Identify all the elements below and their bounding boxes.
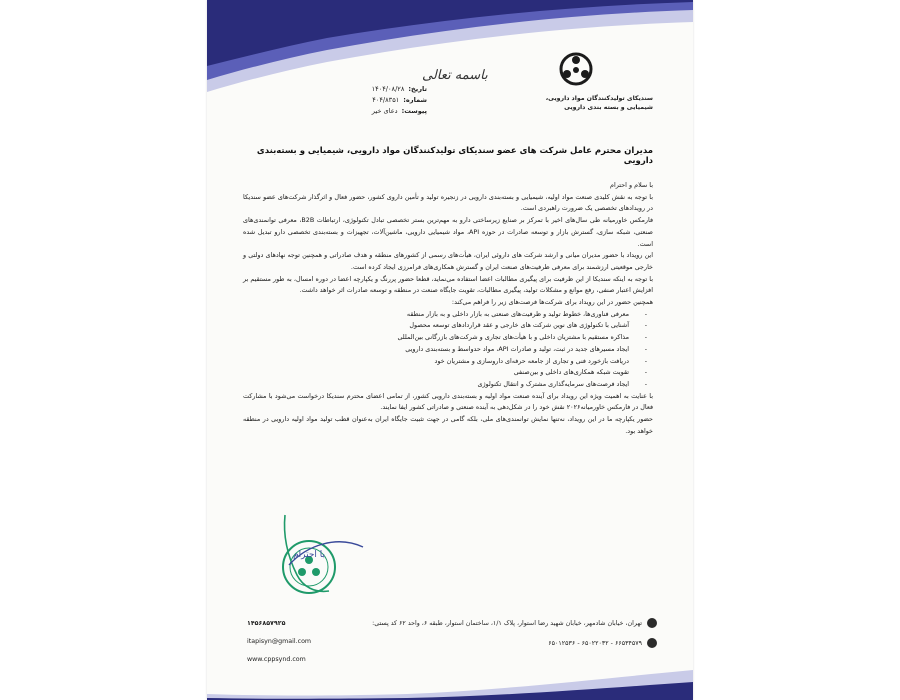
paragraph: این رویداد با حضور مدیران میانی و ارشد شرکت های داروئی ایران، هیأت‌های رسمی از کشورهای منطقه و هدف صادراتی و همچنین توجه نهادهای دولتی و خارجی موقعیتی ارزشمند برای معرفی ظرفیت‌های صنعت ایران و گسترش همکاری‌های فرامرزی ایجاد کرده است. — [243, 251, 653, 271]
website-link[interactable]: www.cppsynd.com — [247, 656, 306, 663]
closing-paragraph: حضور یکپارچه ما در این رویداد، نه‌تنها نمایش توانمندی‌های ملی، بلکه گامی در جهت تثبیت جایگاه ایران به‌عنوان قطب تولید مواد اولیه دارویی در منطقه خواهد بود. — [243, 415, 653, 435]
location-icon — [647, 618, 657, 628]
postal-code: ۱۴۵۶۸۵۷۹۲۵ — [247, 620, 286, 627]
footer-wave-band — [207, 630, 693, 700]
address-row — [372, 618, 657, 628]
attach-row — [297, 106, 427, 117]
list-item: - دریافت بازخورد فنی و تجاری از جامعه حرفه‌ای داروسازی و مشتریان خود — [243, 356, 629, 368]
paragraph: فارمکس خاورمیانه طی سال‌های اخیر با تمرکز بر صنایع زیرساختی دارو به مهم‌ترین بستر تخصصی تبادل تکنولوژی، ارتباطات B2B، معرفی توانمندی‌های صنعتی، شبکه سازی، گسترش بازار و توسعه صادرات در حوزه API، مواد شیمیایی دارویی، ماشین‌آلات، تجهیزات و بسته‌بندی تخصصی دارو تبدیل شده است. — [243, 216, 654, 248]
list-item: - معرفی فناوری‌ها، خطوط تولید و ظرفیت‌های صنعتی به بازار داخلی و به بازار منطقه — [243, 309, 629, 321]
email-link[interactable]: itapisyn@gmail.com — [247, 638, 312, 645]
org-name — [493, 94, 653, 112]
attach-label: پیوست: — [401, 107, 427, 115]
org-name-line2: شیمیایی و بسته بندی دارویی — [564, 104, 653, 111]
letter-page — [207, 0, 693, 700]
letter-body — [243, 180, 653, 437]
greeting: با سلام و احترام — [610, 181, 653, 189]
attach-value: دعای خیر — [371, 107, 398, 115]
paragraph: با توجه به اینکه سندیکا از این ظرفیت برای پیگیری مطالبات اعضا استفاده می‌نماید، قطعا حضور پررنگ و یکپارچه اعضا در دوره امسال، به طور مستقیم بر افزایش اعتبار صنفی، رفع موانع و مشکلات تولید، پیگیری مطالبات، تقویت جایگاه صنعت در منطقه و توسعه صادرات اثر خواهد داشت. — [243, 274, 653, 295]
letter-meta — [297, 84, 427, 117]
date-value: ۱۴۰۴/۰۸/۲۸ — [371, 85, 405, 93]
paragraph: با توجه به نقش کلیدی صنعت مواد اولیه، شیمیایی و بسته‌بندی دارویی در زنجیره تولید و تأمین داروی کشور، حضور فعال و اثرگذار شرکت‌های عضو سندیکا در رویدادهای تخصصی یک ضرورت راهبردی است. — [243, 192, 653, 213]
number-value: ۴۰۴/۸۳۵۱ — [372, 96, 400, 104]
list-item: - ایجاد مسیرهای جدید در ثبت، تولید و صادرات API، مواد حدواسط و بسته‌بندی دارویی — [243, 344, 629, 356]
list-item: - تقویت شبکه همکاری‌های داخلی و بین‌صنفی — [243, 367, 629, 379]
phone-numbers: ۶۶۵۳۴۵۷۹ - ۶۵۰۲۲۰۳۲ - ۶۵۰۱۲۵۳۶ — [548, 639, 642, 647]
signature-text: با احترام — [293, 550, 325, 560]
list-item: - آشنایی با تکنولوژی های نوین شرکت های خارجی و عقد قراردادهای توسعه محصول — [243, 320, 629, 332]
address-text: تهران، خیابان شادمهر، خیابان شهید رضا استوار، پلاک ۱/۱، ساختمان استوار، طبقه ۶، واحد ۶۲ کد پستی: — [372, 619, 642, 627]
number-label: شماره: — [403, 96, 427, 104]
closing-paragraph: با عنایت به اهمیت ویژه این رویداد برای آینده صنعت مواد اولیه و بسته‌بندی دارویی کشور، از تمامی اعضای محترم سندیکا درخواست می‌شود با مشارکت فعال در فارمکس خاورمیانه۲۰۲۶ نقش خود را در شکل‌دهی به آینده صنعتی و صادراتی کشور ایفا نمایند. — [243, 391, 653, 412]
number-row — [297, 95, 427, 106]
list-item: - مذاکره مستقیم با مشتریان داخلی و با هیأت‌های تجاری و شرکت‌های بازرگانی بین‌المللی — [243, 332, 629, 344]
letter-heading: مدیران محترم عامل شرکت های عضو سندیکای تولیدکنندگان مواد دارویی، شیمیایی و بسته‌بندی دارویی — [256, 146, 653, 166]
opportunity-list — [243, 309, 653, 391]
motto: باسمه تعالی — [422, 68, 488, 83]
paragraph: همچنین حضور در این رویداد برای شرکت‌ها فرصت‌های زیر را فراهم می‌کند: — [451, 298, 653, 307]
list-item: - ایجاد فرصت‌های سرمایه‌گذاری مشترک و انتقال تکنولوژی — [243, 379, 629, 391]
signature-stamp — [267, 505, 367, 605]
date-label: تاریخ: — [408, 85, 427, 93]
org-logo-icon — [559, 52, 593, 86]
org-name-line1: سندیکای تولیدکنندگان مواد دارویی، — [545, 95, 653, 102]
date-row — [297, 84, 427, 95]
